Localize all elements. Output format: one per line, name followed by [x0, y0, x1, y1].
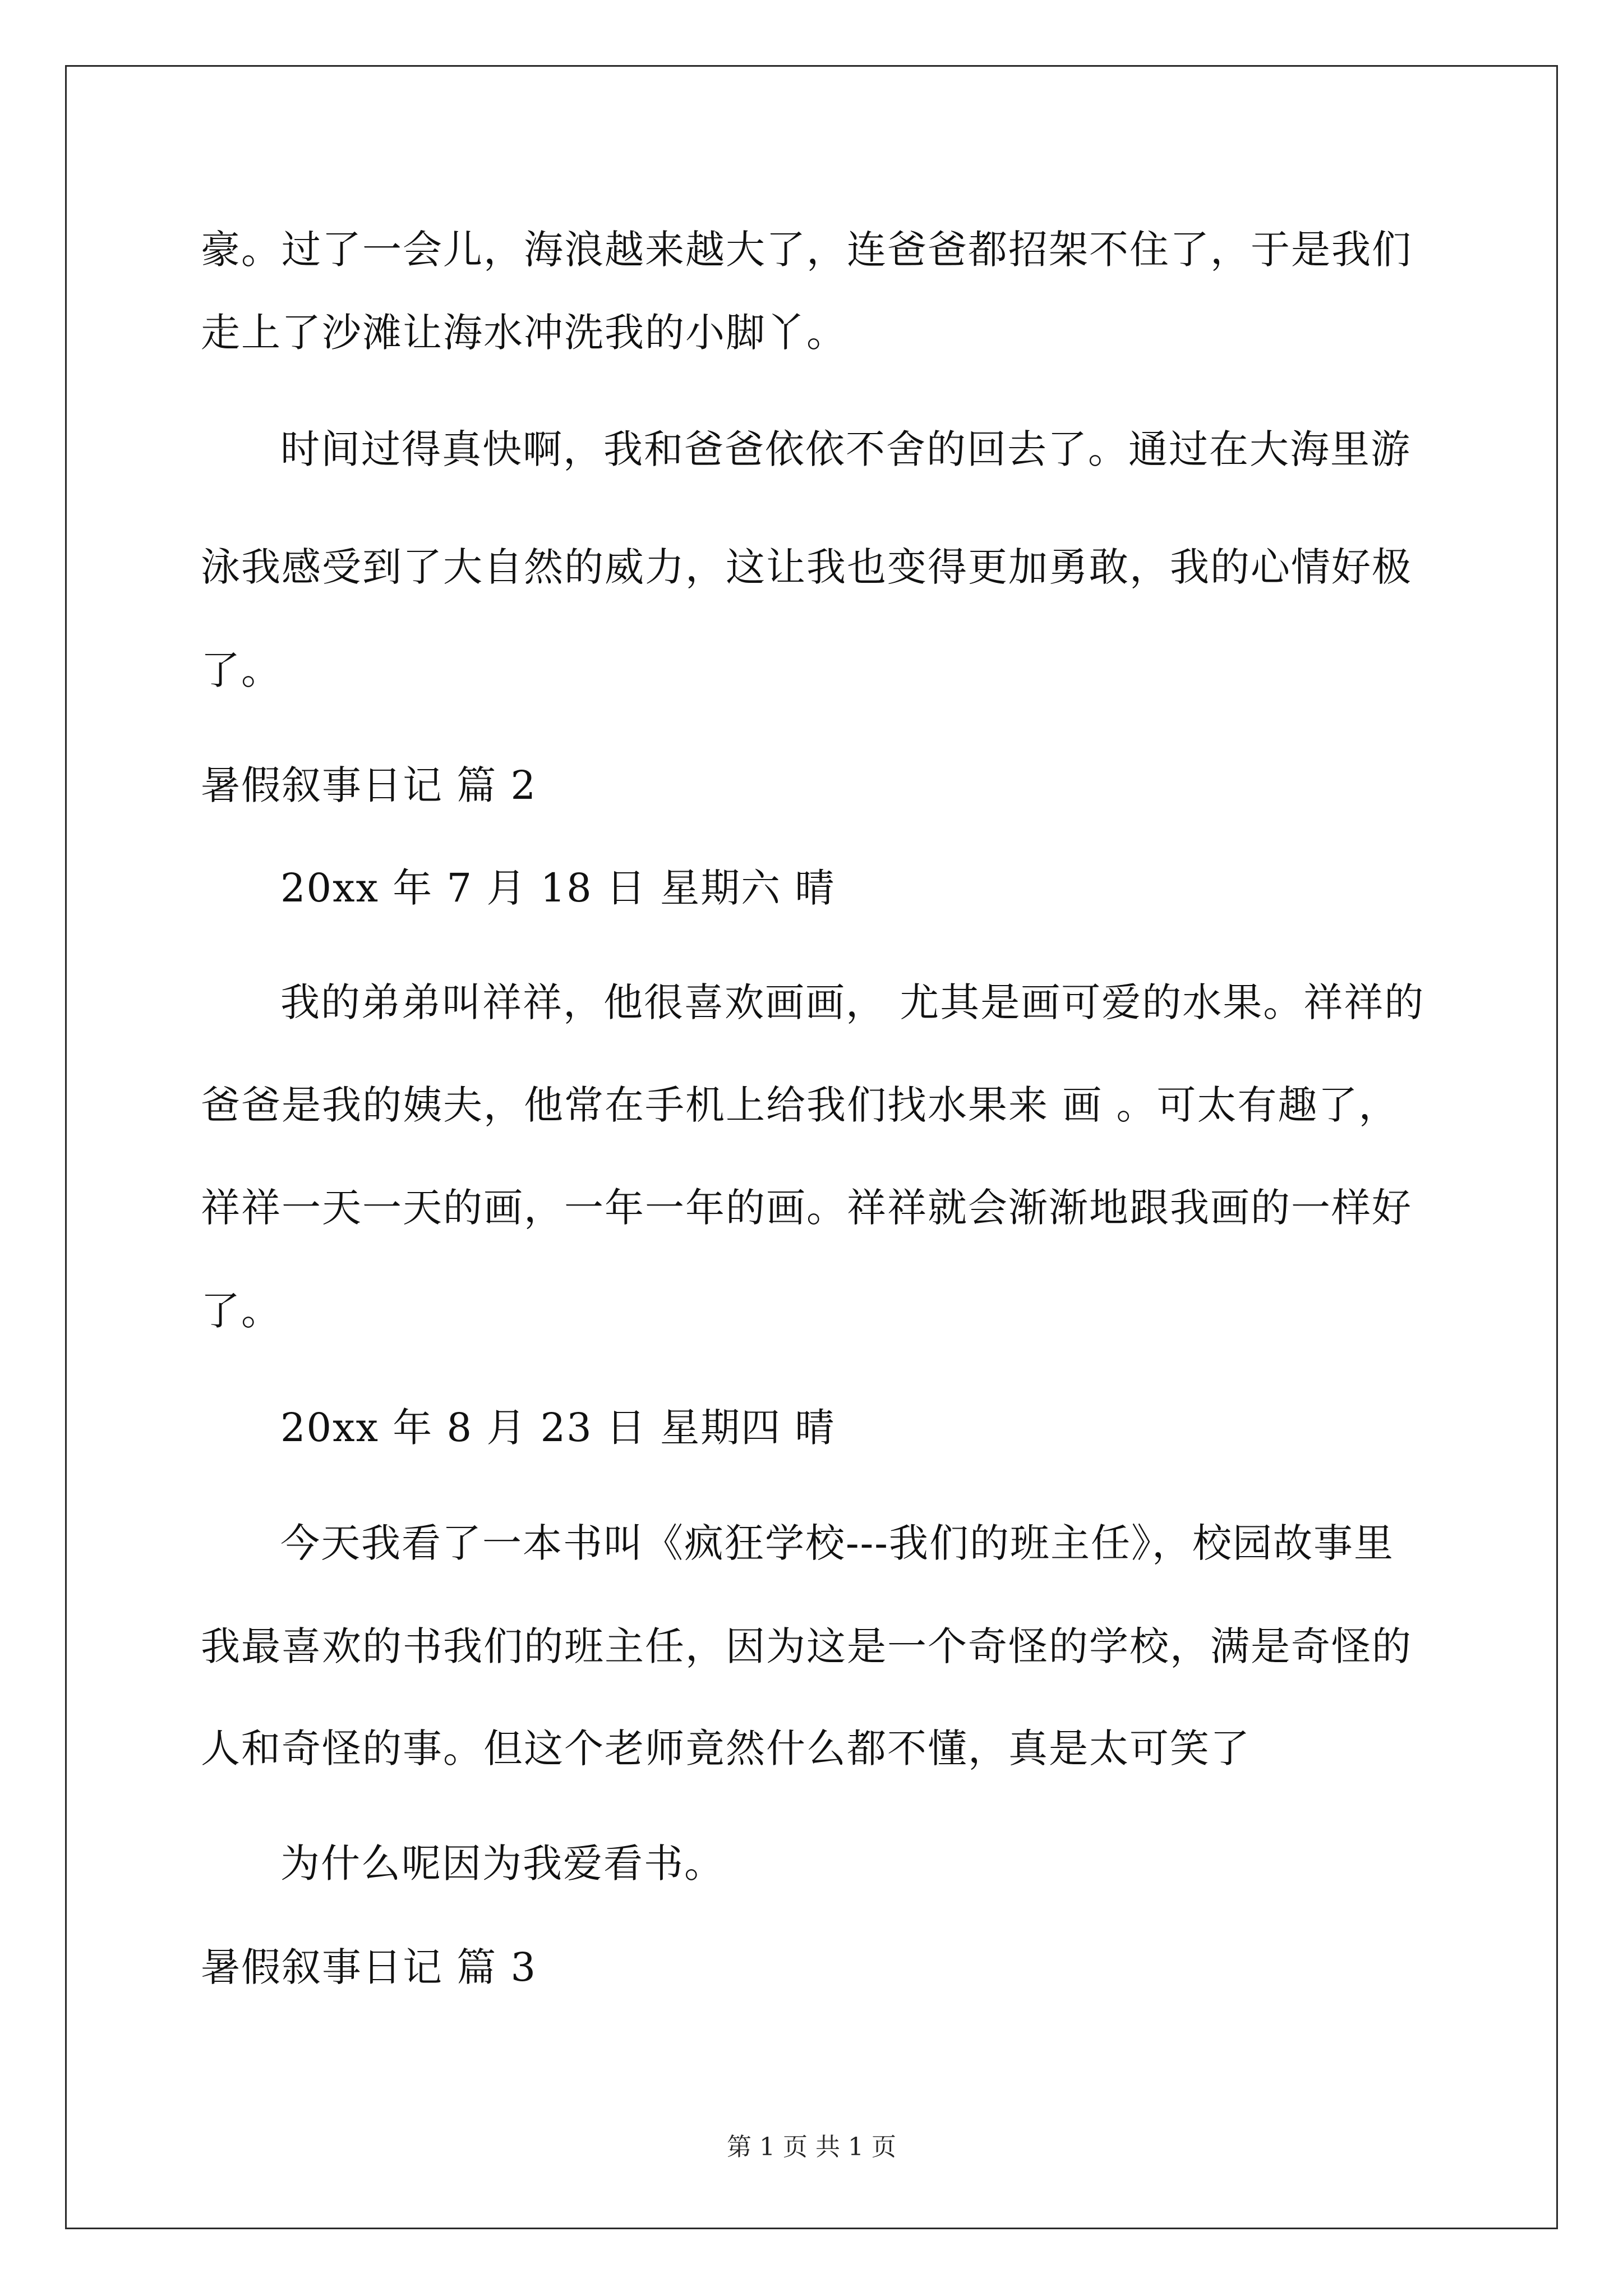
- page-border: [65, 65, 1558, 2229]
- paragraph-line: 为什么呢因为我爱看书。: [280, 1841, 725, 1887]
- diary-date: 20xx 年 7 月 18 日 星期六 晴: [280, 865, 836, 911]
- section-heading: 暑假叙事日记 篇 3: [201, 1944, 537, 1990]
- paragraph-line: 时间过得真快啊，我和爸爸依依不舍的回去了。通过在大海里游: [280, 426, 1411, 472]
- section-heading: 暑假叙事日记 篇 2: [201, 762, 537, 808]
- paragraph-line: 豪。过了一会儿，海浪越来越大了，连爸爸都招架不住了，于是我们: [201, 227, 1412, 273]
- paragraph-line: 了。: [201, 1288, 282, 1334]
- paragraph-line: 我最喜欢的书我们的班主任，因为这是一个奇怪的学校，满是奇怪的: [201, 1623, 1412, 1669]
- page-footer: 第 1 页 共 1 页: [727, 2133, 896, 2161]
- paragraph-line: 走上了沙滩让海水冲洗我的小脚丫。: [201, 310, 847, 356]
- paragraph-line: 我的弟弟叫祥祥，他很喜欢画画， 尤其是画可爱的水果。祥祥的: [280, 979, 1425, 1025]
- diary-date: 20xx 年 8 月 23 日 星期四 晴: [280, 1405, 836, 1451]
- paragraph-line: 今天我看了一本书叫《疯狂学校---我们的班主任》，校园故事里: [280, 1520, 1394, 1566]
- paragraph-line: 人和奇怪的事。但这个老师竟然什么都不懂，真是太可笑了: [201, 1726, 1251, 1772]
- paragraph-line: 泳我感受到了大自然的威力，这让我也变得更加勇敢，我的心情好极: [201, 544, 1412, 590]
- paragraph-line: 了。: [201, 647, 282, 693]
- paragraph-line: 爸爸是我的姨夫，他常在手机上给我们找水果来 画 。可太有趣了，: [201, 1082, 1399, 1128]
- paragraph-line: 祥祥一天一天的画，一年一年的画。祥祥就会渐渐地跟我画的一样好: [201, 1185, 1412, 1231]
